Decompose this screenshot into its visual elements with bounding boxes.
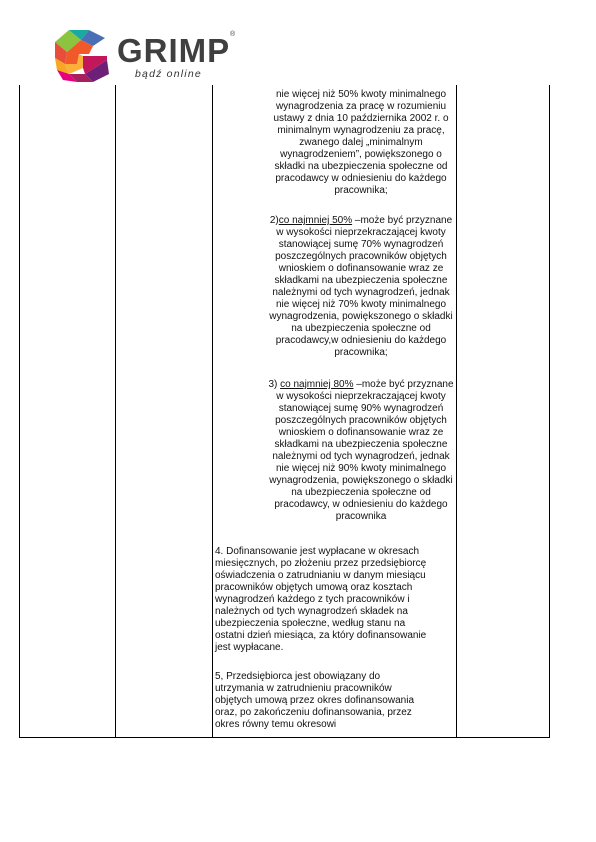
item-2-number: 2) [269,215,279,226]
table-border-left [19,85,20,738]
table-border-right [549,85,550,738]
item-2-threshold: co najmniej 50% [278,215,353,226]
paragraph-5-text: 5, Przedsiębiorca jest obowiązany do utrzymania w zatrudnieniu pracowników objętych umową przez okres dofinansowania oraz, po zakończeniu dofinansowania, przez okres równy temu okresowi [215,671,414,730]
item-1-text: nie więcej niż 50% kwoty minimalnego wynagrodzenia za pracę w rozumieniu ustawy z dnia 10 października 2002 r. o minimalnym wynagrodzeniu za pracę, zwanego dalej „minimalnym wynagrodzeniem”, powiększonego o składki na ubezpieczenia społeczne od pracodawcy w odniesieniu do każdego pracownika; [273,89,449,196]
item-2 [245,215,477,359]
table-border-bottom [19,737,550,738]
item-3-threshold: co najmniej 80% [280,379,354,390]
item-2-body: –może być przyznane w wysokości nieprzekraczającej kwoty stanowiącej sumę 70% wynagrodzeń poszczególnych pracowników objętych wnioskiem o dofinansowanie wraz ze składkami na ubezpieczenia społeczne należnymi od tych wynagrodzeń, jednak nie więcej niż 70% kwoty minimalnego wynagrodzenia, powiększonego o składki na ubezpieczenia społeczne od pracodawcy,w odniesieniu do każdego pracownika; [269,215,453,358]
paragraph-5 [215,671,455,731]
item-2-text [245,215,477,359]
item-3 [245,379,477,523]
grimp-logo-mark-icon [55,30,109,82]
paragraph-4-text: 4. Dofinansowanie jest wypłacane w okresach miesięcznych, po złożeniu przez przedsiębiorcę oświadczenia o zatrudnianiu w danym miesiącu pracowników objętych umową oraz kosztach wynagrodzeń każdego z tych pracowników i należnych od tych wynagrodzeń składek na ubezpieczenia społeczne, według stanu na ostatni dzień miesiąca, za który dofinansowanie jest wypłacane. [215,546,427,653]
paragraph-4 [215,546,455,654]
item-3-number: 3) [268,379,281,390]
item-3-body: –może być przyznane w wysokości nieprzekraczającej kwoty stanowiącej sumę 90% wynagrodzeń poszczególnych pracowników objętych wnioskiem o dofinansowanie wraz ze składkami na ubezpieczenia społeczne należnymi od tych wynagrodzeń, jednak nie więcej niż 90% kwoty minimalnego wynagrodzenia, powiększonego o składki na ubezpieczenia społeczne od pracodawcy, w odniesieniu do każdego pracownika [269,379,454,522]
item-1-continuation [245,89,477,197]
document-table [19,85,550,738]
logo-wordmark: GRIMP [117,32,231,69]
item-3-text [245,379,477,523]
grimp-logo [55,30,245,82]
logo-tagline: bądź online [135,68,202,80]
table-column-divider [115,85,116,738]
registered-mark: ® [230,31,236,38]
table-column-divider [212,85,213,738]
